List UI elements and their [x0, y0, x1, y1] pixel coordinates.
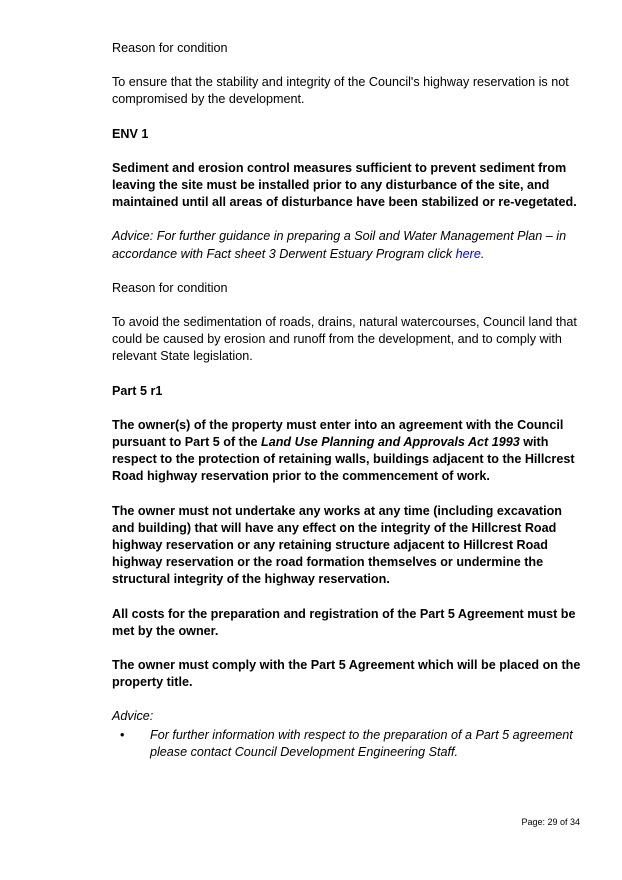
env1-advice-suffix: . — [480, 246, 485, 261]
reason-heading-2: Reason for condition — [112, 280, 228, 295]
part5-para-3: All costs for the preparation and registration of the Part 5 Agreement must be met by the owner. — [112, 606, 576, 638]
part5-para-2: The owner must not undertake any works at any time (including excavation and building) that will have any effect on the integrity of the Hillcrest Road highway reservation or any retaining structure adjacent to Hillcrest Road highway reservation or the road formation themselves or undermine the structural integrity of the highway reservation. — [112, 503, 562, 587]
page-content — [112, 40, 582, 761]
reason-heading-1: Reason for condition — [112, 41, 228, 55]
bullet-icon: • — [120, 727, 125, 742]
part5-para-1 — [112, 417, 582, 486]
env1-heading: ENV 1 — [112, 126, 149, 141]
list-item — [112, 727, 582, 761]
reason-text-2: To avoid the sedimentation of roads, drains, natural watercourses, Council land that could be caused by erosion and runoff from the development, and to comply with relevant State legislation. — [112, 315, 577, 364]
reason-text-1: To ensure that the stability and integrity of the Council's highway reservation is not compromised by the development. — [112, 75, 569, 107]
env1-advice — [112, 228, 582, 262]
part5-para-1-pre: The owner(s) of the property must enter into an agreement with the Council pursuant to Part 5 of the — [112, 417, 564, 450]
env1-advice-link[interactable]: here — [455, 246, 481, 261]
env1-condition: Sediment and erosion control measures sufficient to prevent sediment from leaving the site must be installed prior to any disturbance of the site, and maintained until all areas of disturbance have been stabilized or re-vegetated. — [112, 160, 577, 210]
part5-advice-item: For further information with respect to the preparation of a Part 5 agreement please contact Council Development Engineering Staff. — [150, 727, 573, 759]
part5-advice-label: Advice: — [112, 709, 154, 724]
part5-para-4: The owner must comply with the Part 5 Agreement which will be placed on the property title. — [112, 658, 581, 690]
part5-heading: Part 5 r1 — [112, 383, 163, 398]
page-number: Page: 29 of 34 — [521, 817, 580, 827]
env1-advice-text: Advice: For further guidance in preparing a Soil and Water Management Plan – in accordance with Fact sheet 3 Derwent Estuary Program click — [112, 229, 567, 261]
part5-act-title: Land Use Planning and Approvals Act 1993 — [261, 435, 520, 450]
part5-para-1-post: with respect to the protection of retaining walls, buildings adjacent to the Hillcrest Road highway reservation prior to the commencement of work. — [112, 435, 575, 484]
part5-advice-list — [112, 727, 582, 761]
